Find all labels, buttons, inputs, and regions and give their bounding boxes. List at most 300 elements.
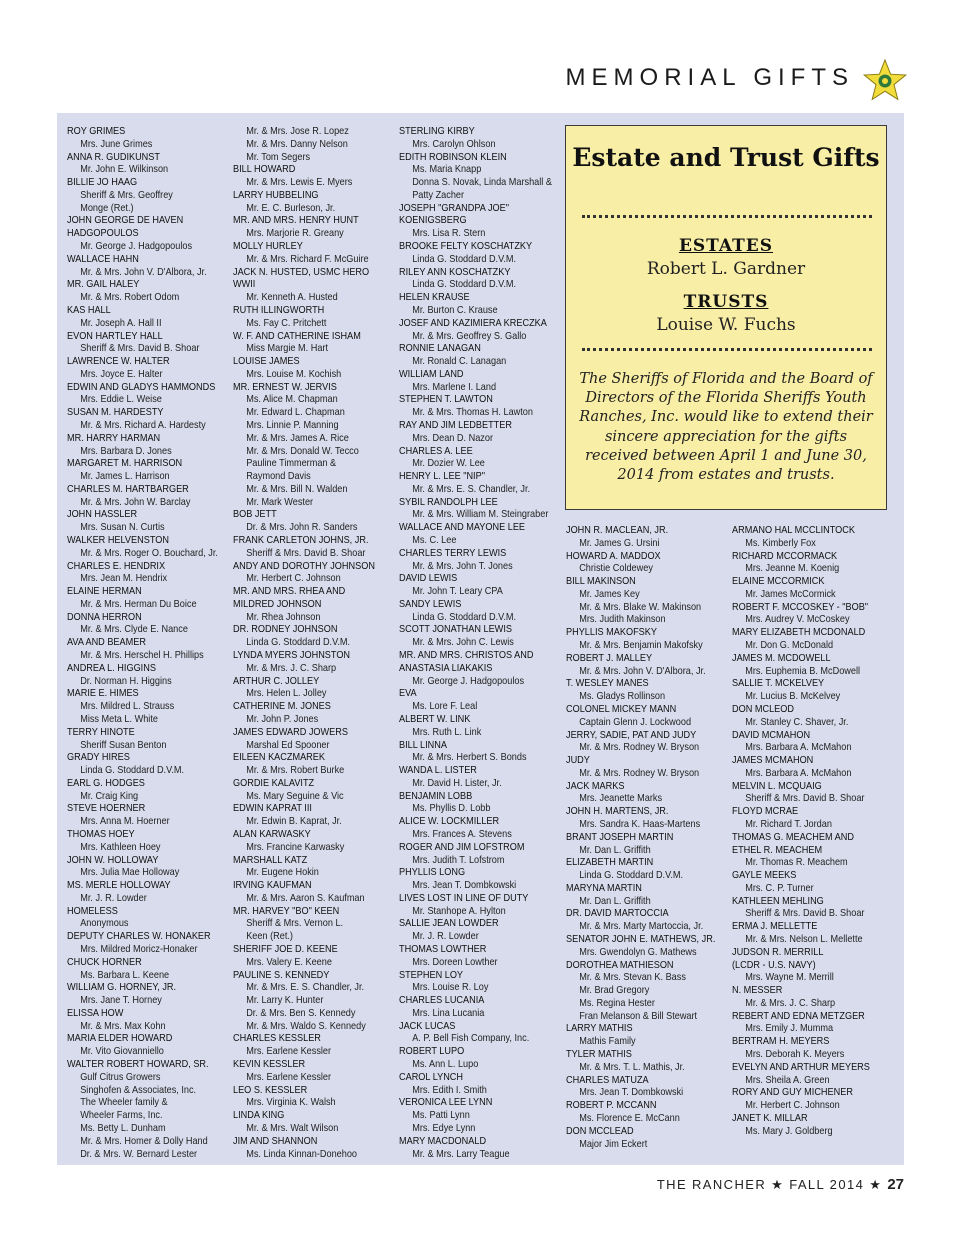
memorial-donor-name: Mrs. Doreen Lowther [412,956,498,968]
memorial-donor-name: Mr. Dan L. Griffith [579,844,651,856]
memorial-donor-name: Mr. & Mrs. Larry Teague [412,1148,510,1160]
memorial-donor-name: Mrs. Jean T. Dombkowski [579,1087,684,1099]
page-footer [657,1176,904,1193]
memorial-honoree-name: PHYLLIS LONG [399,867,466,879]
memorial-column-3 [399,126,552,1161]
memorial-donor-name: Mr. George J. Hadgopoulos [412,675,525,687]
memorial-donor-name: Mr. George J. Hadgopoulos [80,241,193,253]
star-separator-icon: ★ [869,1177,888,1192]
memorial-donor-name: Linda G. Stoddard D.V.M. [412,253,517,265]
memorial-donor-name: Donna S. Novak, Linda Marshall & [412,177,552,189]
memorial-donor-name: Mr. James McCormick [745,588,836,600]
memorial-donor-name: Mr. John T. Leary CPA [412,586,503,598]
memorial-honoree-name: LEO S. KESSLER [233,1084,308,1096]
memorial-donor-name: Ms. Barbara L. Keene [80,969,170,981]
memorial-donor-name: Mrs. Kathleen Hoey [80,841,161,853]
memorial-honoree-name: DON MCLEOD [732,703,794,715]
estates-name: Robert L. Gardner [646,259,806,279]
memorial-honoree-name: DON MCCLEAD [566,1125,634,1137]
memorial-honoree-name: CAROL LYNCH [399,1071,464,1083]
memorial-donor-name: Mr. John P. Jones [246,713,319,725]
memorial-donor-name: Sheriff & Mrs. David B. Shoar [246,547,366,559]
memorial-honoree-name: SANDY LEWIS [399,598,462,610]
memorial-honoree-name: LARRY MATHIS [566,1023,633,1035]
memorial-honoree-name: ANASTASIA LIAKAKIS [399,662,493,674]
memorial-honoree-name: ROBERT F. MCCOSKEY - "BOB" [732,601,869,613]
memorial-honoree-name: DAVID MCMAHON [732,729,811,741]
memorial-honoree-name: GORDIE KALAVITZ [233,777,315,789]
memorial-honoree-name: RICHARD MCCORMACK [732,550,838,562]
memorial-honoree-name: WALTER ROBERT HOWARD, SR. [67,1059,209,1071]
memorial-donor-name: A. P. Bell Fish Company, Inc. [412,1033,530,1045]
memorial-donor-name: Mrs. Mildred Moricz-Honaker [80,944,198,955]
memorial-honoree-name: ROBERT J. MALLEY [566,652,653,664]
estates-heading: ESTATES [678,236,774,256]
memorial-donor-name: Mr. David H. Lister, Jr. [412,777,502,789]
memorial-donor-name: Mr. Burton C. Krause [412,304,498,316]
memorial-donor-name: Ms. Alice M. Chapman [246,394,338,406]
memorial-honoree-name: BENJAMIN LOBB [399,790,473,802]
memorial-donor-name: Mrs. Anna M. Hoerner [80,816,170,828]
memorial-honoree-name: JAMES EDWARD JOWERS [233,726,348,738]
memorial-donor-name: Mr. & Mrs. Donald W. Tecco [246,445,359,457]
memorial-honoree-name: TERRY HINOTE [67,726,135,738]
memorial-donor-name: Mr. James L. Harrison [80,471,170,483]
memorial-column-5 [732,525,870,1139]
memorial-donor-name: Mr. Rhea Johnson [246,611,321,623]
memorial-honoree-name: CHARLES MATUZA [566,1074,649,1086]
memorial-honoree-name: ANNA R. GUDIKUNST [67,151,160,163]
memorial-donor-name: Mr. Joseph A. Hall II [80,317,162,329]
memorial-donor-name: Mr. & Mrs. John V. D'Albora, Jr. [80,266,207,278]
appreciation-message: The Sheriffs of Florida and the Board of Directors of the Florida Sheriffs Youth Ranches, Inc. would like to extend their sincere appreciation for the gifts received between April 1 and June 30, 2014 from estates and trusts. [579,371,873,484]
memorial-donor-name: Mr. Eugene Hokin [246,867,319,879]
memorial-donor-name: Mr. & Mrs. Benjamin Makofsky [579,640,703,652]
memorial-honoree-name: MARY ELIZABETH MCDONALD [732,627,866,639]
memorial-honoree-name: SCOTT JONATHAN LEWIS [399,624,512,636]
memorial-donor-name: Sheriff & Mrs. David B. Shoar [745,793,865,805]
memorial-honoree-name: CHARLES A. LEE [399,445,473,457]
memorial-honoree-name: LARRY HUBBELING [233,189,319,201]
memorial-honoree-name: SUSAN M. HARDESTY [67,407,164,419]
memorial-donor-name: Ms. Gladys Rollinson [579,691,666,703]
memorial-donor-name: Mr. & Mrs. John T. Jones [412,560,513,572]
section-title: MEMORIAL GIFTS [565,64,854,91]
memorial-donor-name: Anonymous [80,918,129,930]
memorial-honoree-name: HOMELESS [67,905,118,917]
memorial-donor-name: Mrs. Barbara D. Jones [80,445,172,457]
memorial-honoree-name: JOHN GEORGE DE HAVEN [67,215,184,227]
memorial-donor-name: Mr. & Mrs. Herschel H. Phillips [80,650,204,662]
memorial-donor-name: Mr. & Mrs. Stevan K. Bass [579,972,686,984]
memorial-donor-name: Mrs. Virginia K. Walsh [246,1097,336,1109]
memorial-donor-name: Mrs. Emily J. Mumma [745,1023,834,1035]
memorial-donor-name: Mr. & Mrs. Waldo S. Kennedy [246,1020,366,1032]
memorial-honoree-name: WALLACE AND MAYONE LEE [399,522,526,534]
memorial-donor-name: Mr. & Mrs. Marty Martoccia, Jr. [579,921,704,933]
memorial-donor-name: Mrs. Jean T. Dombkowski [412,880,517,892]
memorial-donor-name: Ms. C. Lee [412,535,457,546]
memorial-honoree-name: RORY AND GUY MICHENER [732,1087,853,1099]
memorial-donor-name: Ms. Betty L. Dunham [80,1122,166,1134]
memorial-honoree-name: CHARLES LUCANIA [399,995,485,1007]
memorial-donor-name: Linda G. Stoddard D.V.M. [246,637,351,649]
memorial-honoree-name: MARY MACDONALD [399,1135,487,1147]
memorial-honoree-name: CHUCK HORNER [67,956,142,968]
memorial-donor-name: Mr. Mark Wester [246,496,314,508]
memorial-honoree-name: VERONICA LEE LYNN [399,1097,493,1109]
memorial-donor-name: Linda G. Stoddard D.V.M. [412,279,517,291]
memorial-donor-name: Mathis Family [579,1036,636,1048]
memorial-honoree-name: MR. AND MRS. HENRY HUNT [233,215,359,227]
page-header [0,58,960,108]
estate-trust-gifts-box [565,125,887,510]
memorial-donor-name: Mrs. Judith T. Lofstrom [412,854,505,866]
memorial-donor-name: Mrs. Eddie L. Weise [80,394,162,406]
memorial-donor-name: Mrs. Marjorie R. Greany [246,228,344,240]
memorial-donor-name: Sheriff & Mrs. Geoffrey [80,189,173,201]
memorial-honoree-name: JIM AND SHANNON [233,1135,318,1147]
memorial-honoree-name: TYLER MATHIS [566,1049,632,1061]
memorial-donor-name: Mr. Lucius B. McKelvey [745,691,841,703]
memorial-honoree-name: JAMES MCMAHON [732,755,814,767]
memorial-honoree-name: KATHLEEN MEHLING [732,895,824,907]
memorial-donor-name: Mrs. Marlene I. Land [412,381,497,393]
memorial-honoree-name: EILEEN KACZMAREK [233,752,325,764]
memorial-donor-name: Dr. & Mrs. Ben S. Kennedy [246,1007,356,1019]
memorial-honoree-name: JACK LUCAS [399,1020,456,1032]
memorial-honoree-name: CHARLES TERRY LEWIS [399,547,507,559]
memorial-donor-name: Ms. Regina Hester [579,997,655,1009]
memorial-donor-name: Mr. & Mrs. Thomas H. Lawton [412,407,533,419]
memorial-honoree-name: JOSEF AND KAZIMIERA KRECZKA [399,317,547,329]
memorial-honoree-name: SALLIE T. MCKELVEY [732,678,825,690]
memorial-honoree-name: IRVING KAUFMAN [233,880,312,892]
memorial-donor-name: Mr. & Mrs. John W. Barclay [80,496,191,508]
memorial-honoree-name: SALLIE JEAN LOWDER [399,918,499,930]
memorial-honoree-name: MARSHALL KATZ [233,854,308,866]
memorial-donor-name: Mrs. Julia Mae Holloway [80,867,180,879]
memorial-honoree-name: PHYLLIS MAKOFSKY [566,627,657,639]
memorial-donor-name: Linda G. Stoddard D.V.M. [412,611,517,623]
memorial-honoree-name: MARGARET M. HARRISON [67,458,183,470]
memorial-donor-name: Mrs. Lisa R. Stern [412,228,486,240]
memorial-donor-name: Ms. Phyllis D. Lobb [412,803,491,815]
memorial-honoree-name: LYNDA MYERS JOHNSTON [233,650,351,662]
memorial-donor-name: Mr. Herbert C. Johnson [246,573,341,585]
memorial-donor-name: Mrs. Joyce E. Halter [80,368,163,380]
memorial-donor-name: The Wheeler family & [80,1097,168,1109]
memorial-donor-name: Mrs. Dean D. Nazor [412,432,493,444]
memorial-donor-name: Mrs. Louise M. Kochish [246,368,342,380]
memorial-donor-name: Mrs. Barbara A. McMahon [745,767,852,779]
memorial-honoree-name: BILL HOWARD [233,164,296,176]
memorial-donor-name: Ms. Mary J. Goldberg [745,1125,833,1137]
memorial-donor-name: Mr. & Mrs. Bill N. Walden [246,483,348,495]
memorial-honoree-name: ANDREA L. HIGGINS [67,662,156,674]
memorial-donor-name: Mr. & Mrs. Richard F. McGuire [246,253,369,265]
memorial-honoree-name: JACK N. HUSTED, USMC HERO [233,266,370,278]
memorial-donor-name: Mr. Thomas R. Meachem [745,857,848,869]
memorial-donor-name: Singhofen & Associates, Inc. [80,1084,197,1096]
memorial-honoree-name: KOENIGSBERG [399,215,467,227]
memorial-honoree-name: MR. ERNEST W. JERVIS [233,381,337,393]
memorial-honoree-name: MILDRED JOHNSON [233,598,322,610]
memorial-donor-name: Mr. & Mrs. Jose R. Lopez [246,126,349,137]
memorial-donor-name: Mrs. Wayne M. Merrill [745,972,834,984]
memorial-donor-name: Mr. Stanley C. Shaver, Jr. [745,716,849,728]
memorial-donor-name: Mr. & Mrs. Nelson L. Mellette [745,934,863,945]
memorial-honoree-name: COLONEL MICKEY MANN [566,703,677,715]
memorial-honoree-name: RILEY ANN KOSCHATZKY [399,266,511,278]
memorial-donor-name: Mr. J. R. Lowder [80,892,147,904]
memorial-honoree-name: JUDY [566,755,590,767]
memorial-honoree-name: JOHN H. MARTENS, JR. [566,806,669,818]
dotted-divider [582,215,872,218]
memorial-donor-name: Captain Glenn J. Lockwood [579,716,692,728]
memorial-honoree-name: W. F. AND CATHERINE ISHAM [233,330,361,342]
memorial-donor-name: Mr. & Mrs. Max Kohn [80,1020,166,1032]
memorial-donor-name: Mr. & Mrs. John C. Lewis [412,637,514,649]
memorial-honoree-name: STERLING KIRBY [399,126,475,137]
memorial-donor-name: Mr. & Mrs. Homer & Dolly Hand [80,1135,208,1147]
memorial-honoree-name: ELAINE MCCORMICK [732,576,825,588]
memorial-honoree-name: CHARLES KESSLER [233,1033,321,1045]
memorial-honoree-name: ROY GRIMES [67,126,126,137]
memorial-donor-name: Monge (Ret.) [80,202,134,214]
memorial-donor-name: Linda G. Stoddard D.V.M. [80,765,185,777]
memorial-honoree-name: HENRY L. LEE "NIP" [399,471,485,483]
memorial-donor-name: Mr. & Mrs. Aaron S. Kaufman [246,892,365,904]
memorial-honoree-name: WILLIAM LAND [399,368,464,380]
memorial-honoree-name: ALICE W. LOCKMILLER [399,816,500,828]
memorial-honoree-name: EDWIN KAPRAT III [233,803,312,815]
memorial-donor-name: Mr. & Mrs. Herman Du Boice [80,598,197,610]
memorial-honoree-name: REBERT AND EDNA METZGER [732,1010,865,1022]
page-number: 27 [887,1176,904,1193]
memorial-honoree-name: STEPHEN LOY [399,969,464,981]
memorial-honoree-name: BILLIE JO HAAG [67,177,138,189]
memorial-donor-name: Mr. Kenneth A. Husted [246,292,338,304]
memorial-donor-name: Mr. & Mrs. J. C. Sharp [745,997,836,1009]
memorial-donor-name: Mrs. Helen L. Jolley [246,688,327,700]
memorial-honoree-name: BERTRAM H. MEYERS [732,1036,830,1048]
memorial-donor-name: Mr. Edwin B. Kaprat, Jr. [246,816,342,828]
memorial-donor-name: Mr. & Mrs. Lewis E. Myers [246,177,353,189]
memorial-honoree-name: FLOYD MCRAE [732,806,799,818]
memorial-donor-name: Mr. & Mrs. Walt Wilson [246,1122,339,1134]
memorial-donor-name: Mrs. Gwendolyn G. Mathews [579,946,697,958]
memorial-donor-name: Wheeler Farms, Inc. [80,1110,163,1122]
memorial-donor-name: Mr. & Mrs. E. S. Chandler, Jr. [246,982,365,994]
memorial-honoree-name: MR. AND MRS. RHEA AND [233,586,346,598]
memorial-honoree-name: N. MESSER [732,985,783,997]
memorial-donor-name: Mrs. Ruth L. Link [412,726,482,738]
memorial-donor-name: Christie Coldewey [579,563,653,575]
memorial-donor-name: Mrs. Louise R. Loy [412,982,489,994]
memorial-honoree-name: MS. MERLE HOLLOWAY [67,880,171,892]
memorial-donor-name: Mr. & Mrs. Richard A. Hardesty [80,419,206,431]
memorial-honoree-name: RUTH ILLINGWORTH [233,304,325,316]
memorial-honoree-name: LOUISE JAMES [233,356,300,368]
issue-season: FALL 2014 [789,1177,865,1192]
memorial-honoree-name: MR. HARVEY "BO" KEEN [233,905,340,917]
memorial-donor-name: Mrs. Sheila A. Green [745,1074,830,1086]
memorial-donor-name: Mr. & Mrs. William M. Steingraber [412,509,549,521]
memorial-honoree-name: RONNIE LANAGAN [399,343,481,355]
memorial-donor-name: Mr. Ronald C. Lanagan [412,356,507,368]
memorial-honoree-name: MARYNA MARTIN [566,882,642,894]
memorial-donor-name: Marshal Ed Spooner [246,739,330,751]
memorial-donor-name: Mr. James Key [579,588,640,600]
memorial-donor-name: Mr. & Mrs. Rodney W. Bryson [579,742,700,754]
memorial-donor-name: Mr. Craig King [80,790,139,802]
memorial-honoree-name: STEPHEN T. LAWTON [399,394,493,406]
memorial-donor-name: Mrs. Sandra K. Haas-Martens [579,818,701,830]
memorial-donor-name: Ms. Ann L. Lupo [412,1059,479,1071]
memorial-donor-name: Major Jim Eckert [579,1138,648,1150]
memorial-honoree-name: JUDSON R. MERRILL [732,946,824,958]
memorial-honoree-name: ARTHUR C. JOLLEY [233,675,320,687]
memorial-donor-name: Mr. James G. Ursini [579,537,660,549]
memorial-honoree-name: SENATOR JOHN E. MATHEWS, JR. [566,934,716,945]
memorial-donor-name: Mrs. Jane T. Horney [80,995,162,1007]
memorial-donor-name: Mr. Stanhope A. Hylton [412,905,506,917]
memorial-honoree-name: BOB JETT [233,509,277,521]
memorial-honoree-name: ETHEL R. MEACHEM [732,844,823,856]
trusts-name: Louise W. Fuchs [656,315,796,335]
memorial-honoree-name: THOMAS LOWTHER [399,944,487,955]
memorial-honoree-name: HOWARD A. MADDOX [566,550,661,562]
memorial-honoree-name: THOMAS HOEY [67,828,135,840]
memorial-honoree-name: DR. DAVID MARTOCCIA [566,908,669,920]
memorial-donor-name: Mr. & Mrs. Herbert S. Bonds [412,752,527,764]
memorial-honoree-name: WALLACE HAHN [67,253,139,265]
memorial-donor-name: Mr. & Mrs. Blake W. Makinson [579,601,702,613]
memorial-donor-name: Gulf Citrus Growers [80,1071,161,1083]
memorial-honoree-name: JOSEPH "GRANDPA JOE" [399,202,509,214]
memorial-column-1 [67,126,218,1161]
memorial-honoree-name: MARIA ELDER HOWARD [67,1033,173,1045]
memorial-donor-name: Dr. & Mrs. W. Bernard Lester [80,1148,198,1160]
memorial-honoree-name: WWII [233,279,256,291]
memorial-honoree-name: MR. AND MRS. CHRISTOS AND [399,650,534,662]
memorial-honoree-name: ELAINE HERMAN [67,586,142,598]
sheriff-star-badge-icon [862,58,908,102]
memorial-donor-name: Ms. Florence E. McCann [579,1112,680,1124]
memorial-honoree-name: HELEN KRAUSE [399,292,470,304]
memorial-honoree-name: HADGOPOULOS [67,228,139,240]
memorial-column-2 [233,126,375,1161]
memorial-donor-name: Mr. & Mrs. Clyde E. Nance [80,624,188,636]
memorial-donor-name: Mr. Dan L. Griffith [579,895,651,907]
memorial-honoree-name: GRADY HIRES [67,752,130,764]
memorial-donor-name: Patty Zacher [412,189,465,201]
memorial-honoree-name: BROOKE FELTY KOSCHATZKY [399,241,533,253]
memorial-donor-name: Sheriff & Mrs. David B. Shoar [745,908,865,920]
memorial-donor-name: Fran Melanson & Bill Stewart [579,1010,698,1022]
memorial-honoree-name: JOHN R. MACLEAN, JR. [566,525,669,536]
memorial-donor-name: Mr. John E. Wilkinson [80,164,169,176]
memorial-donor-name: Ms. Kimberly Fox [745,537,816,549]
memorial-donor-name: Mrs. C. P. Turner [745,882,814,894]
memorial-donor-name: Mr. & Mrs. T. L. Mathis, Jr. [579,1061,685,1073]
memorial-donor-name: Mr. Dozier W. Lee [412,458,485,470]
memorial-honoree-name: JACK MARKS [566,780,625,792]
memorial-honoree-name: RAY AND JIM LEDBETTER [399,419,512,431]
dotted-divider [582,348,872,351]
memorial-donor-name: Mrs. Linnie P. Manning [246,419,339,431]
memorial-column-4 [566,525,715,1151]
memorial-donor-name: Mrs. Susan N. Curtis [80,522,165,534]
memorial-honoree-name: DR. RODNEY JOHNSON [233,624,338,636]
memorial-honoree-name: JOHN HASSLER [67,509,138,521]
memorial-honoree-name: PAULINE S. KENNEDY [233,969,330,981]
memorial-donor-name: Mr. & Mrs. James A. Rice [246,432,349,444]
memorial-donor-name: Mr. Vito Giovanniello [80,1046,164,1058]
memorial-donor-name: Mrs. Lina Lucania [412,1007,485,1019]
memorial-honoree-name: THOMAS G. MEACHEM AND [732,831,854,843]
memorial-donor-name: Mrs. Barbara A. McMahon [745,742,852,754]
memorial-donor-name: Dr. & Mrs. John R. Sanders [246,522,358,534]
memorial-donor-name: Mr. Herbert C. Johnson [745,1100,840,1112]
memorial-donor-name: Mr. Richard T. Jordan [745,818,832,830]
memorial-honoree-name: CHARLES M. HARTBARGER [67,483,189,495]
memorial-honoree-name: ROGER AND JIM LOFSTROM [399,841,525,853]
memorial-donor-name: Mr. & Mrs. Roger O. Bouchard, Jr. [80,547,218,559]
memorial-honoree-name: MR. GAIL HALEY [67,279,140,291]
memorial-donor-name: Ms. Fay C. Pritchett [246,317,327,329]
memorial-donor-name: Ms. Maria Knapp [412,164,482,176]
memorial-donor-name: Mr. Tom Segers [246,151,311,163]
memorial-honoree-name: EVA [399,688,417,700]
memorial-honoree-name: MARIE E. HIMES [67,688,139,700]
memorial-honoree-name: DEPUTY CHARLES W. HONAKER [67,931,211,943]
memorial-donor-name: Mrs. Euphemia B. McDowell [745,665,861,677]
memorial-honoree-name: GAYLE MEEKS [732,870,797,882]
memorial-honoree-name: LIVES LOST IN LINE OF DUTY [399,892,529,904]
memorial-donor-name: Mr. & Mrs. J. C. Sharp [246,662,337,674]
box-title: Estate and Trust Gifts [572,143,880,172]
memorial-donor-name: Mr. J. R. Lowder [412,931,479,943]
memorial-honoree-name: DOROTHEA MATHIESON [566,959,674,971]
memorial-honoree-name: KEVIN KESSLER [233,1059,306,1071]
memorial-honoree-name: ERMA J. MELLETTE [732,921,818,933]
memorial-honoree-name: JERRY, SADIE, PAT AND JUDY [566,729,697,741]
memorial-donor-name: Ms. Mary Seguine & Vic [246,790,344,802]
memorial-donor-name: Mrs. Jeanne M. Koenig [745,563,840,575]
memorial-honoree-name: EARL G. HODGES [67,777,145,789]
memorial-honoree-name: KAS HALL [67,304,111,316]
memorial-honoree-name: ELIZABETH MARTIN [566,857,654,869]
trusts-heading: TRUSTS [683,292,769,312]
memorial-honoree-name: JOHN W. HOLLOWAY [67,854,159,866]
memorial-donor-name: Dr. Norman H. Higgins [80,675,172,687]
memorial-donor-name: Mrs. Jeanette Marks [579,793,663,805]
memorial-donor-name: Mrs. Edith I. Smith [412,1084,487,1096]
memorial-donor-name: Pauline Timmerman & [246,458,337,470]
magazine-name: THE RANCHER [656,1177,767,1192]
memorial-honoree-name: MR. HARRY HARMAN [67,432,161,444]
memorial-donor-name: Linda G. Stoddard D.V.M. [579,870,684,882]
memorial-honoree-name: (LCDR - U.S. NAVY) [732,959,816,971]
memorial-donor-name: Mrs. Earlene Kessler [246,1071,332,1083]
memorial-donor-name: Mrs. Mildred L. Strauss [80,701,175,713]
memorial-donor-name: Mr. Brad Gregory [579,985,650,997]
memorial-donor-name: Ms. Lore F. Leal [412,701,478,713]
memorial-donor-name: Mrs. Jean M. Hendrix [80,573,168,585]
memorial-honoree-name: ELISSA HOW [67,1007,124,1019]
